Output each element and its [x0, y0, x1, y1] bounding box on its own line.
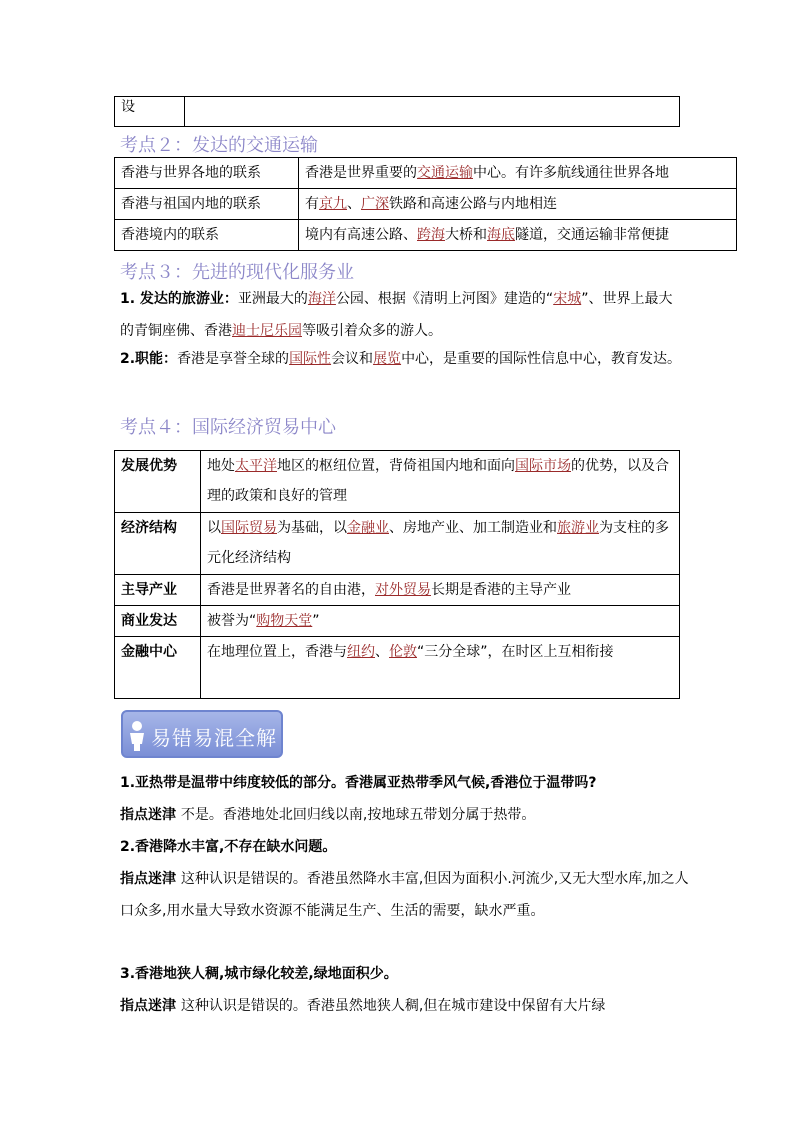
answer-text — [120, 990, 690, 1022]
transport-table — [114, 157, 737, 251]
text-run: 、房地产业、加工制造业和 — [389, 520, 557, 536]
underlined-term: 海洋 — [307, 291, 336, 307]
row-key: 商业发达 — [115, 606, 201, 637]
text-run: 在地理位置上，香港与 — [207, 644, 347, 660]
error-prone-banner — [121, 710, 283, 758]
function-label: 2.职能： — [120, 351, 178, 367]
underlined-term: 对外贸易 — [375, 582, 431, 598]
answer-text — [120, 799, 690, 831]
underlined-term: 金融业 — [347, 520, 389, 536]
text-run: 被誉为“ — [207, 613, 257, 629]
table-row — [115, 575, 680, 606]
table-cell — [185, 97, 680, 127]
text-run: 等吸引着众多的游人。 — [302, 323, 442, 339]
row-value — [299, 189, 737, 220]
top-fragment-table — [114, 96, 680, 127]
row-key: 经济结构 — [115, 513, 201, 575]
text-run: 中心。有许多航线通往世界各地 — [473, 165, 669, 181]
underlined-term: 国际市场 — [515, 458, 571, 474]
banner-label: 易错易混全解 — [151, 726, 277, 750]
text-run: 香港是世界著名的自由港， — [207, 582, 375, 598]
text-run: 地区的枢纽位置，背倚祖国内地和面向 — [277, 458, 515, 474]
underlined-term: 宋城 — [553, 291, 582, 307]
answer-label: 指点迷津 — [120, 871, 181, 887]
underlined-term: 旅游业 — [557, 520, 599, 536]
underlined-term: 展览 — [373, 351, 402, 367]
row-key: 香港境内的联系 — [115, 220, 299, 251]
underlined-term: 国际贸易 — [221, 520, 277, 536]
answer-label: 指点迷津 — [120, 807, 181, 823]
text-run: 中心，是重要的国际性信息中心，教育发达。 — [401, 351, 682, 367]
underlined-term: 伦敦 — [389, 644, 417, 660]
function-paragraph — [120, 343, 685, 375]
underlined-term: 迪士尼乐园 — [232, 323, 302, 339]
tourism-label: 1. 发达的旅游业： — [120, 291, 238, 307]
underlined-term: 交通运输 — [417, 165, 473, 181]
text-run: 会议和 — [331, 351, 374, 367]
text-run: 隧道，交通运输非常便捷 — [515, 227, 669, 243]
table-row — [115, 158, 737, 189]
text-run: 香港是世界重要的 — [305, 165, 417, 181]
row-value — [201, 637, 680, 699]
row-value — [201, 513, 680, 575]
row-value — [299, 220, 737, 251]
underlined-term: 广深 — [361, 196, 389, 212]
underlined-term: 京九 — [319, 196, 347, 212]
text-run: 为支柱的多元化经济结构 — [207, 520, 669, 566]
row-value — [201, 606, 680, 637]
text-run: ” — [312, 613, 320, 629]
table-cell: 设 — [115, 97, 185, 127]
text-run: 地处 — [207, 458, 235, 474]
row-key: 香港与世界各地的联系 — [115, 158, 299, 189]
answer-text — [120, 863, 690, 927]
underlined-term: 国际性 — [289, 351, 332, 367]
text-run: 、 — [375, 644, 389, 660]
table-row — [115, 513, 680, 575]
text-run: 以 — [207, 520, 221, 536]
text-run: 为基础，以 — [277, 520, 347, 536]
qa-item — [120, 767, 690, 831]
text-run: 亚洲最大的 — [237, 291, 308, 307]
row-key: 金融中心 — [115, 637, 201, 699]
text-run: 铁路和高速公路与内地相连 — [389, 196, 557, 212]
row-key: 主导产业 — [115, 575, 201, 606]
table-row — [115, 220, 737, 251]
section4-title: 考点４：国际经济贸易中心 — [120, 417, 336, 438]
answer-body: 不是。香港地处北回归线以南,按地球五带划分属于热带。 — [180, 807, 536, 823]
row-key: 发展优势 — [115, 451, 201, 513]
question-text: 1.亚热带是温带中纬度较低的部分。香港属亚热带季风气候,香港位于温带吗? — [120, 775, 597, 791]
row-value — [201, 575, 680, 606]
text-run: “三分全球”，在时区上互相衔接 — [417, 644, 614, 660]
function-text — [177, 351, 681, 367]
section3-title: 考点３：先进的现代化服务业 — [120, 262, 354, 283]
table-row — [115, 637, 680, 699]
answer-label: 指点迷津 — [120, 998, 181, 1014]
text-run: 境内有高速公路、 — [305, 227, 417, 243]
text-run: 大桥和 — [445, 227, 487, 243]
text-run: ”、世界上最大的青铜座佛、香港 — [120, 291, 673, 339]
question-text: 2.香港降水丰富,不存在缺水问题。 — [120, 839, 337, 855]
table-row — [115, 189, 737, 220]
answer-body: 这种认识是错误的。香港虽然地狭人稠,但在城市建设中保留有大片绿 — [180, 998, 606, 1014]
text-run: 有 — [305, 196, 319, 212]
table-row — [115, 451, 680, 513]
text-run: 香港是享誉全球的 — [177, 351, 290, 367]
row-value — [299, 158, 737, 189]
underlined-term: 购物天堂 — [256, 613, 313, 629]
answer-body: 这种认识是错误的。香港虽然降水丰富,但因为面积小.河流少,又无大型水库,加之人口众多,用水量大导致水资源不能满足生产、生活的需要，缺水严重。 — [120, 871, 689, 919]
table-row — [115, 606, 680, 637]
underlined-term: 跨海 — [417, 227, 445, 243]
section2-title: 考点２：发达的交通运输 — [120, 135, 318, 156]
tourism-paragraph — [120, 283, 685, 347]
text-run: 公园、根据《清明上河图》建造的“ — [335, 291, 554, 307]
question-text: 3.香港地狭人稠,城市绿化较差,绿地面积少。 — [120, 966, 398, 982]
row-value — [201, 451, 680, 513]
person-icon — [126, 720, 148, 752]
text-run: 的优势，以及合理的政策和良好的管理 — [207, 458, 669, 504]
text-run: 、 — [347, 196, 361, 212]
row-key: 香港与祖国内地的联系 — [115, 189, 299, 220]
text-run: 长期是香港的主导产业 — [431, 582, 571, 598]
underlined-term: 海底 — [487, 227, 515, 243]
qa-item — [120, 958, 690, 1022]
underlined-term: 太平洋 — [235, 458, 277, 474]
underlined-term: 纽约 — [347, 644, 375, 660]
trade-center-table — [114, 450, 680, 699]
qa-item — [120, 831, 690, 927]
